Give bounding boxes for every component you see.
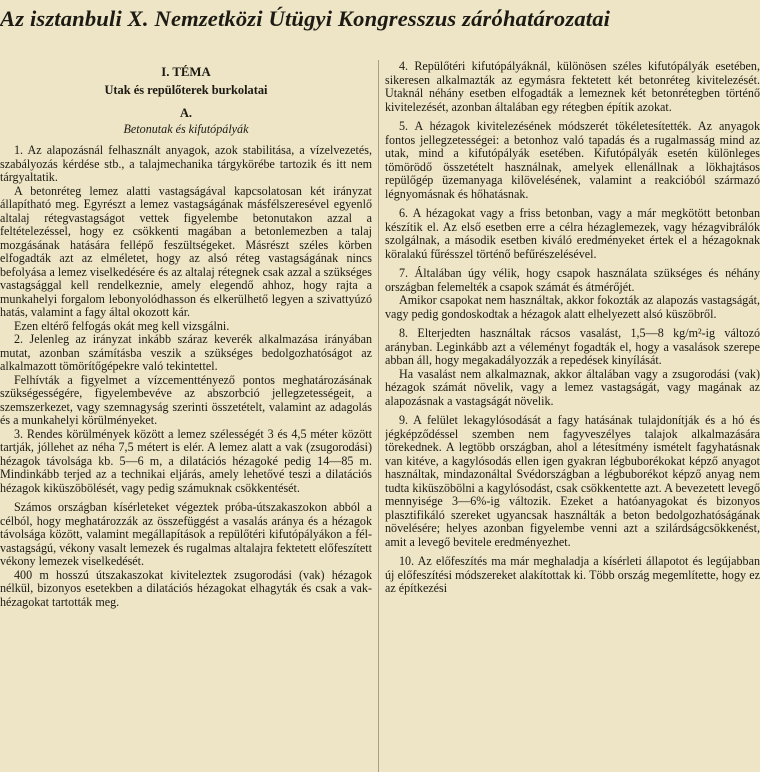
left-column bbox=[0, 60, 372, 772]
theme-title: Utak és repülőterek burkolatai bbox=[104, 82, 268, 97]
paragraph: 7. Általában úgy vélik, hogy csapok használata szükséges és néhány országban felemelték a csapok számát és átmérőjét. bbox=[385, 266, 760, 294]
paragraph: 2. Jelenleg az irányzat inkább száraz keverék alkalmazása irányában mutat, azonban számításba veszik a szükséges bedolgozhatóságot az alkalmazott tömörítőgépekre való tekintettel. bbox=[0, 332, 372, 373]
paragraph: Ezen eltérő felfogás okát meg kell vizsgálni. bbox=[14, 318, 230, 333]
paragraph: 1. Az alapozásnál felhasznált anyagok, azok stabilitása, a vízelvezetés, szabályozás kérdése stb., a talajmechanika tárgykörébe tartozik és itt nem tárgyaltatik. bbox=[0, 143, 372, 184]
paragraph: Felhívták a figyelmet a vízcementtényező pontos meghatározásának szükségességére, figyelembevéve az abszorbció jellegzetességeit, a szemszerkezet, vagy szemnagyság szerinti összetételt, valamint az adagolás és a munkahelyi körülményeket. bbox=[0, 372, 372, 427]
page-headline: Az isztanbuli X. Nemzetközi Útügyi Kongresszus zárόhatározatai bbox=[0, 6, 611, 31]
paragraph: Számos országban kísérleteket végeztek próba-útszakaszokon abból a célból, hogy meghatározzák az összefüggést a vasalás aránya és a hézagok távolsága között, valamint megállapítások a repülőtéri kifutópályákon a fél-vastagságú, vékony vasalt lemezek és rugalmas altalajra fektetett előfeszített vékony lemezek viselkedését. bbox=[0, 500, 372, 568]
paragraph: 4. Repülőtéri kifutópályáknál, különösen széles kifutópályák esetében, sikeresen alkalmazták az egymásra fektetett két betonréteg kivitelezését. Utaknál néhány esetben elfogadták a lemeznek két betonrétegben történő kivitelezését, azonban általában egy rétegben építik azokat. bbox=[385, 60, 760, 114]
paragraph: Ha vasalást nem alkalmaznak, akkor általában vagy a zsugorodási (vak) hézagok számát növelik, vagy a lemez vastagságát, vagy magának az alapozásnak a vastagságát növelik. bbox=[385, 366, 760, 408]
paragraph: 8. Elterjedten használtak rácsos vasalást, 1,5—8 kg/m²-ig változó arányban. Leginkább azt a véleményt fogadták el, hogy a vasalások szerepe abban áll, hogy megakadályozzák a repedések kinyílását. bbox=[385, 326, 760, 367]
paragraph: 400 m hosszú útszakaszokat kiviteleztek zsugorodási (vak) hézagok nélkül, bizonyos esetekben a dilatációs hézagokat elhagyták és csak a vak-hézagokat tartották meg. bbox=[0, 567, 372, 609]
column-divider bbox=[378, 60, 379, 772]
paragraph: 9. A felület lekagylósodását a fagy hatásának tulajdonítják és a hó és jégképződéssel szemben nem fagyveszélyes talajok alkalmazására törekednek. A legtöbb országban, ahol a létesítmény ismételt fagyhatásnak van kitéve, a kagylósodás ellen igen gyakran légbuborékokat képző anyagot használtak, mindazonáltal Svédországban a légbuborékot képző anyag nem tudta kiküszöbölni a kagylósodást, csak csökkentette azt. A bevezetett levegő mennyisége 3—6%-ig változik. Ezeket a hatóanyagokat és bizonyos plasztifikáló szereket ugyancsak használták a beton bedolgozhatóságának növelésére; helyes azonban figyelembe venni azt a szilárdságcsökkenést, amit a levegő bevitele eredményezhet. bbox=[385, 413, 760, 549]
right-column bbox=[385, 60, 760, 772]
paragraph: 6. A hézagokat vagy a friss betonban, vagy a már megkötött betonban készítik el. Az első esetben erre a célra hézaglemezek, vagy hézagvibrálók szolgálnak, a második esetben kiváló eredményeket értek el a hézagoknak köralakú fűrésszel történő befűrészelésével. bbox=[385, 206, 760, 261]
theme-number: I. TÉMA bbox=[161, 65, 211, 79]
paragraph: 3. Rendes körülmények között a lemez szélességét 3 és 4,5 méter között tartják, jóllehet az néha 7,5 métert is elér. A lemez alatt a vak (zsugorodási) hézagok távolsága kb. 5—6 m, a dilatációs hézagoké pedig 14—85 m. Mindinkább terjed az a technikai eljárás, amely lehetővé teszi a dilatációs hézagok kiküszöbölését, vagy pedig számuknak csökkentését. bbox=[0, 426, 372, 495]
paragraph: A betonréteg lemez alatti vastagságával kapcsolatosan két irányzat állapítható meg. Egyrészt a lemez vastagságának másfélszeresével egyenlő altalaj rétegvastagságot vettek figyelembe betonutakon azzal a feltételezéssel, hogy ez csökkenti magában a betonlemezben a talaj mozgásának hatására fellépő feszültségeket. Másrészt széles körben elfogadták azt az elméletet, hogy az alsó réteg vastagságának nincs befolyása a lemez viselkedésére és az altalaj rétegnek csak azzal a szükséges vastagsággal kell rendelkeznie, amely elegendő ahhoz, hogy rajta a munkahelyi forgalom lebonyolódhasson és elkerülhető legyen a szivattyúzó hatás, valamint a fagy által okozott kár. bbox=[0, 183, 372, 319]
paragraph: Amikor csapokat nem használtak, akkor fokozták az alapozás vastagságát, vagy pedig gondoskodtak a hézagok alatt elhelyezett alsó küszöbről. bbox=[385, 293, 760, 321]
paragraph: 5. A hézagok kivitelezésének módszerét tökéletesítették. Az anyagok fontos jellegzetességei: a betonhoz való tapadás és a rugalmasság mind az utak, mind a kifutópályák esetében. Kifutópályák esetén különleges tömörödő összetételt használnak, amelyek ellenállnak a lökhajtásos repülőgép üzemanyaga kilövelésének, valamint a reakcióból származó légnyomásnak és hőhatásnak. bbox=[385, 119, 760, 201]
paragraph: 10. Az előfeszítés ma már meghaladja a kísérleti állapotot és legújabban új előfeszítési módszereket alakítottak ki. Több ország megemlítette, hogy ez az építkezési bbox=[385, 554, 760, 595]
section-letter: A. bbox=[179, 106, 193, 120]
section-title: Betonutak és kifutópályák bbox=[123, 121, 249, 136]
